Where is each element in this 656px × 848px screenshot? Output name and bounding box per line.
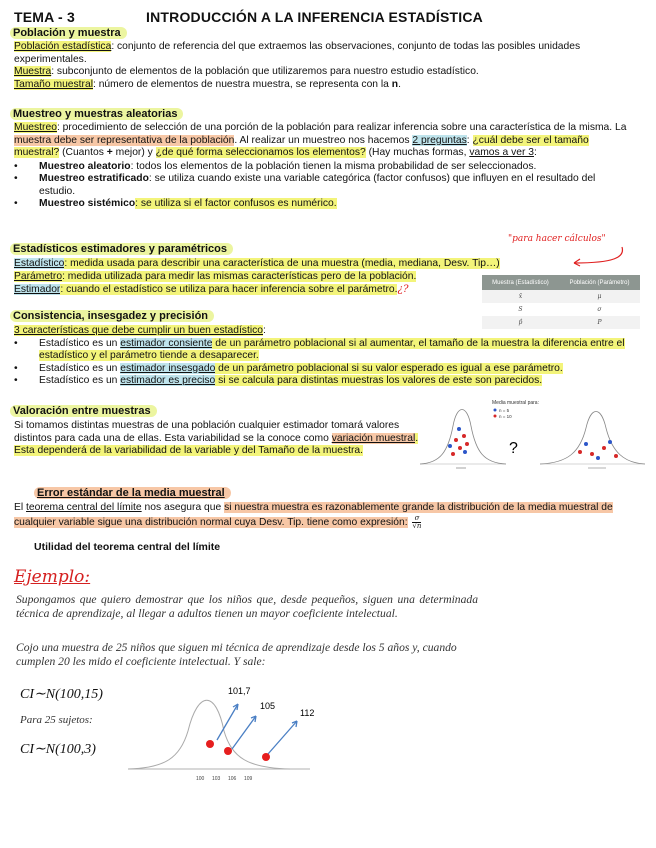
legend-n5: n = 5 bbox=[499, 408, 510, 413]
sample-point bbox=[584, 442, 588, 446]
ejemplo-paragraph-2: Cojo una muestra de 25 niños que siguen mi técnica de aprendizaje desde los 5 años y, cuando cumplen 20 les mido el coeficiente intelectual. Y sale: bbox=[16, 641, 457, 668]
ejemplo-paragraph-1: Supongamos que quiero demostrar que los niños que, desde pequeños, siguen una determinada técnica de aprendizaje, al llegar a adultos tienen un mayor coeficiente intelectual. bbox=[16, 593, 478, 620]
valoracion-text-2: . Esta dependerá de la variabilidad de la variable y del Tamaño de la muestra. bbox=[14, 432, 419, 456]
tick-label: 109 bbox=[244, 776, 253, 782]
ci-distribution-population: CI∼N(100,15) bbox=[20, 687, 103, 702]
symbol-n: n bbox=[391, 78, 399, 90]
topic-label: TEMA - 3 bbox=[14, 9, 75, 25]
term-teorema-central: teorema central del límite bbox=[26, 502, 142, 513]
term-insesgado: estimador insesgado bbox=[120, 362, 216, 374]
section-consistencia bbox=[14, 325, 632, 388]
term-sistemico: Muestreo sistémico bbox=[39, 198, 136, 209]
term-estratificado: Muestreo estratificado bbox=[39, 173, 149, 184]
vamos-a-ver: vamos a ver 3 bbox=[469, 147, 534, 158]
caracteristicas-colon: : bbox=[262, 325, 266, 336]
ejemplo-heading bbox=[14, 567, 90, 587]
value-label-3: 112 bbox=[300, 708, 315, 718]
handwritten-note: "para hacer cálculos" bbox=[508, 234, 606, 244]
pregunta-forma: ¿de qué forma seleccionamos los elementos? bbox=[155, 147, 366, 158]
ejemplo-label: Ejemplo: bbox=[14, 567, 91, 587]
section-muestreo bbox=[14, 122, 634, 211]
sistemico-text: : se utiliza si el factor confusos es numérico. bbox=[135, 198, 337, 209]
muestreo-text-4: (Cuantos bbox=[59, 147, 107, 158]
section-valoracion bbox=[14, 420, 419, 458]
error-estandar-title: Error estándar de la media muestral bbox=[37, 487, 225, 499]
def-poblacion-text: : conjunto de referencia del que extraemos las observaciones, conjunto de todas las posibles unidades experimentales. bbox=[14, 41, 581, 65]
pregunta-tamano: ¿cuál debe ser el tamaño muestral? bbox=[14, 134, 589, 158]
plus-sign: + bbox=[106, 147, 113, 158]
sample-point bbox=[457, 427, 461, 431]
sample-point bbox=[608, 440, 612, 444]
heading-error-estandar bbox=[34, 487, 231, 499]
term-tamano: Tamaño muestral bbox=[14, 78, 93, 90]
caracteristicas-title: 3 características que debe cumplir un buen estadístico bbox=[14, 325, 263, 336]
sample-point bbox=[602, 446, 606, 450]
term-muestreo: Muestreo bbox=[14, 122, 57, 133]
page-title: INTRODUCCIÓN A LA INFERENCIA ESTADÍSTICA bbox=[146, 9, 483, 25]
aleatorio-text: : todos los elementos de la población tienen la misma probabilidad de ser seleccionados. bbox=[130, 160, 537, 172]
sample-point bbox=[448, 444, 452, 448]
item-prefix: Estadístico es un bbox=[39, 362, 121, 374]
ci-distribution-sample: CI∼N(100,3) bbox=[20, 742, 96, 757]
legend-title: Media muestral para: bbox=[492, 400, 539, 406]
muestreo-text-5: mejor) y bbox=[112, 147, 156, 158]
sample-point bbox=[454, 438, 458, 442]
error-text-1: El bbox=[14, 502, 27, 513]
list-item bbox=[14, 338, 632, 363]
sample-point bbox=[578, 450, 582, 454]
term-estadistico: Estadístico bbox=[14, 258, 65, 269]
estimador-text: : cuando el estadístico se utiliza para hacer inferencia sobre el parámetro. bbox=[60, 284, 398, 295]
sample-point bbox=[458, 446, 462, 450]
muestreo-text-7: : bbox=[533, 147, 537, 158]
legend-dot-n5 bbox=[494, 409, 497, 412]
list-item bbox=[14, 161, 634, 174]
estadistico-parametro-table bbox=[482, 275, 640, 329]
table-cell: σ bbox=[597, 306, 602, 313]
arrow-line-1 bbox=[217, 704, 238, 740]
caracteristicas-list bbox=[14, 338, 632, 388]
muestreo-text-3: : bbox=[466, 134, 473, 146]
formula-numerator: σ bbox=[412, 515, 421, 523]
table-cell: p̂ bbox=[482, 316, 559, 329]
estadistico-text: : medida usada para describir una característica de una muestra (media, mediana, Desv. Tip…) bbox=[64, 258, 500, 269]
question-mark: ? bbox=[509, 440, 518, 457]
table-cell: μ bbox=[559, 290, 640, 303]
sample-point bbox=[451, 452, 455, 456]
table-row bbox=[482, 303, 640, 316]
heading-poblacion-muestra: Población y muestra bbox=[10, 27, 127, 39]
arrow-line-3 bbox=[268, 721, 297, 754]
sampling-distribution-diagram bbox=[420, 396, 645, 472]
def-tamano bbox=[14, 79, 614, 92]
list-item bbox=[14, 363, 632, 376]
muestreo-text-1: : procedimiento de selección de una porción de la población para realizar inferencia sobre una característica de la misma. La bbox=[56, 122, 627, 133]
heading-estadisticos: Estadísticos estimadores y paramétricos bbox=[10, 243, 233, 255]
heading-valoracion: Valoración entre muestras bbox=[10, 405, 157, 417]
tick-label: 103 bbox=[212, 776, 221, 782]
formula-sigma-over-root-n bbox=[412, 515, 421, 530]
sample-point bbox=[614, 454, 618, 458]
error-text-2: nos asegura que bbox=[141, 502, 225, 513]
muestreo-list bbox=[14, 161, 634, 211]
preciso-text: si se calcula para distintas muestras los valores de este son parecidos. bbox=[215, 375, 543, 386]
utilidad-heading: Utilidad del teorema central del límite bbox=[34, 541, 221, 553]
muestreo-text-6: (Hay muchas formas, bbox=[365, 147, 470, 158]
formula-denominator: √n bbox=[412, 521, 422, 530]
term-preciso: estimador es preciso bbox=[120, 375, 216, 386]
term-variacion-muestral: variación muestral bbox=[331, 432, 416, 444]
list-item bbox=[14, 198, 634, 211]
caracteristicas-intro bbox=[14, 325, 632, 338]
normal-curve-right bbox=[540, 412, 645, 465]
def-poblacion bbox=[14, 41, 614, 66]
item-prefix: Estadístico es un bbox=[39, 375, 121, 386]
table-cell: S bbox=[518, 306, 523, 313]
table-cell: x̄ bbox=[482, 290, 559, 303]
def-muestra bbox=[14, 66, 614, 79]
term-parametro: Parámetro bbox=[14, 270, 63, 282]
valoracion-text-1: Si tomamos distintas muestras de una población cualquier estimador tomará valores distintos para cada una de ellas. Esta variabilidad se la conoce como bbox=[14, 420, 400, 444]
muestreo-text-2: . Al realizar un muestreo nos hacemos bbox=[234, 134, 413, 146]
sample-point bbox=[590, 452, 594, 456]
error-highlight: si nuestra muestra es razonablemente grande la distribución de la media muestral de cualquier variable sigue una distribución normal cuya Desv. Tip. tiene como expresión: bbox=[14, 502, 613, 528]
note-arrow-icon bbox=[570, 245, 630, 267]
muestreo-highlight: muestra debe ser representativa de la población bbox=[14, 134, 235, 146]
def-muestreo bbox=[14, 122, 634, 160]
def-tamano-end: . bbox=[398, 78, 401, 90]
section-poblacion bbox=[14, 41, 614, 91]
legend-dot-n10 bbox=[494, 415, 497, 418]
sample-point bbox=[465, 442, 469, 446]
parametro-text: : medida utilizada para medir las mismas características pero de la población. bbox=[62, 270, 417, 282]
insesgado-text: de un parámetro poblacional si su valor esperado es igual a ese parámetro. bbox=[215, 362, 563, 374]
para-25-sujetos: Para 25 sujetos: bbox=[20, 714, 93, 726]
table-cell: P bbox=[559, 316, 640, 329]
section-error-estandar bbox=[14, 502, 636, 530]
table-header: Muestra (Estadístico) bbox=[482, 275, 559, 290]
table-header-row bbox=[482, 275, 640, 290]
data-point-101-7 bbox=[206, 740, 214, 748]
def-muestra-text: : subconjunto de elementos de la población que utilizaremos para nuestro estudio estadístico. bbox=[51, 66, 479, 77]
term-estimador: Estimador bbox=[14, 284, 61, 295]
sample-point bbox=[463, 450, 467, 454]
dos-preguntas: 2 preguntas bbox=[412, 134, 467, 146]
list-item bbox=[14, 375, 632, 388]
list-item bbox=[14, 173, 634, 198]
data-point-105 bbox=[224, 747, 232, 755]
tick-label: 100 bbox=[196, 776, 205, 782]
term-aleatorio: Muestreo aleatorio bbox=[39, 160, 131, 172]
estratificado-text: : se utiliza cuando existe una variable categórica (factor confusos) que influyen en el resultado del estudio. bbox=[39, 173, 596, 197]
legend-n10: n = 10 bbox=[499, 414, 512, 419]
tick-label: 106 bbox=[228, 776, 237, 782]
term-consiente: estimador consiente bbox=[120, 337, 213, 349]
sample-point bbox=[462, 434, 466, 438]
def-estadistico bbox=[14, 258, 574, 271]
table-row bbox=[482, 290, 640, 303]
red-question-mark: ¿? bbox=[397, 283, 409, 295]
sample-point bbox=[596, 456, 600, 460]
value-label-1: 101,7 bbox=[228, 686, 251, 696]
heading-consistencia: Consistencia, insesgadez y precisión bbox=[10, 310, 214, 322]
consiente-text: de un parámetro poblacional si al aumentar, el tamaño de la muestra la diferencia entre el estadístico y el parámetro tiende a desaparecer. bbox=[39, 337, 625, 361]
example-normal-plot bbox=[120, 676, 320, 786]
item-prefix: Estadístico es un bbox=[39, 337, 121, 349]
term-muestra: Muestra bbox=[14, 66, 52, 77]
term-poblacion: Población estadística bbox=[14, 41, 112, 52]
def-tamano-text: : número de elementos de nuestra muestra, se representa con la bbox=[92, 78, 392, 90]
data-point-112 bbox=[262, 753, 270, 761]
heading-muestreo: Muestreo y muestras aleatorias bbox=[10, 108, 183, 120]
table-header: Población (Parámetro) bbox=[559, 275, 640, 290]
arrow-line-2 bbox=[232, 716, 256, 749]
value-label-2: 105 bbox=[260, 701, 276, 711]
